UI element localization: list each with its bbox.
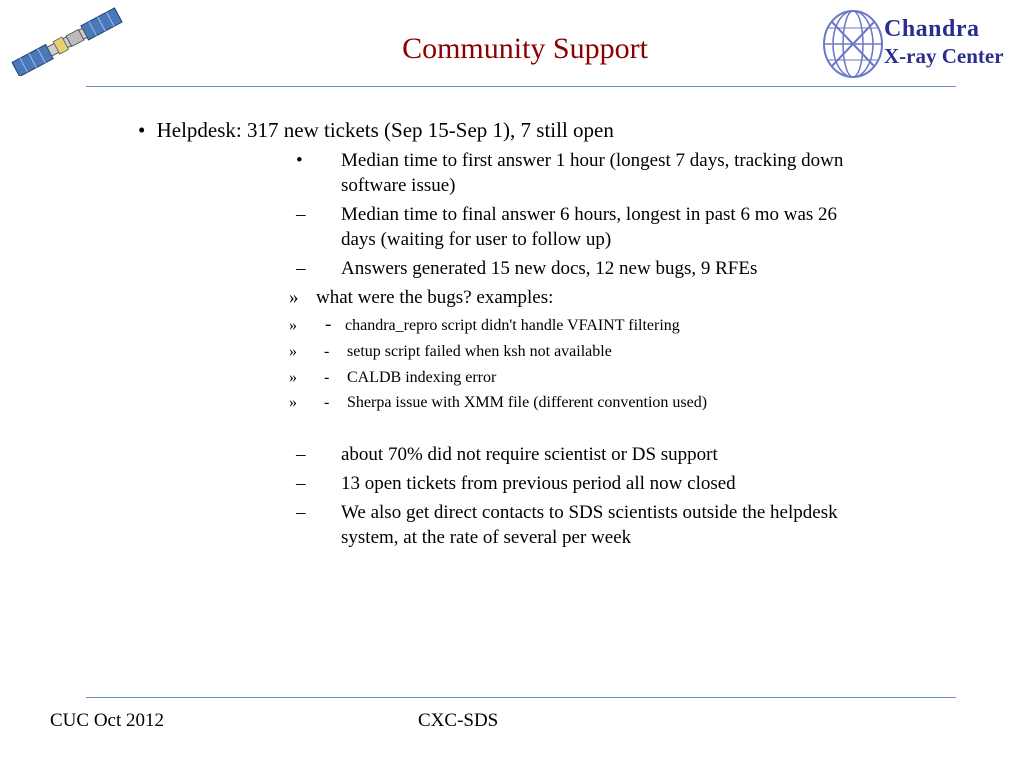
- slide-title: Community Support: [402, 32, 648, 65]
- sub-item-marker: –: [296, 473, 306, 494]
- main-bullet: [138, 118, 614, 143]
- bug-example-text: CALDB indexing error: [347, 369, 497, 386]
- sub-item-marker: –: [296, 444, 306, 465]
- bug-example-dash: -: [324, 343, 330, 360]
- sub-item-text: days (waiting for user to follow up): [341, 229, 612, 250]
- bug-example-text: Sherpa issue with XMM file (different convention used): [347, 394, 708, 411]
- sub-item-marker: –: [296, 258, 306, 279]
- sub-item-text: system, at the rate of several per week: [341, 527, 632, 548]
- sub-item-marker: •: [296, 150, 303, 171]
- logo-text-xray-center: X-ray Center: [884, 44, 1004, 68]
- footer-left-text: CUC Oct 2012: [50, 710, 164, 731]
- footer-rule: [86, 697, 956, 698]
- bug-example-dash: -: [324, 369, 330, 386]
- sub-item-marker: –: [296, 204, 306, 225]
- logo-text-chandra: Chandra: [884, 16, 980, 42]
- bug-example-marker: »: [289, 369, 297, 386]
- bug-example-text: chandra_repro script didn't handle VFAINT filtering: [345, 317, 680, 334]
- bug-example-dash: -: [325, 314, 332, 335]
- main-bullet-text: Helpdesk: 317 new tickets (Sep 15-Sep 1), 7 still open: [156, 118, 614, 142]
- bug-example-text: setup script failed when ksh not available: [347, 343, 612, 360]
- bug-example-marker: »: [289, 394, 297, 411]
- sub-item-text: We also get direct contacts to SDS scientists outside the helpdesk: [341, 502, 838, 523]
- sub-item-marker: –: [296, 502, 306, 523]
- sub-item-text: Median time to final answer 6 hours, longest in past 6 mo was 26: [341, 204, 838, 225]
- sub-item-text: Answers generated 15 new docs, 12 new bugs, 9 RFEs: [341, 258, 758, 279]
- header-rule: [86, 86, 956, 87]
- sub-item-text: Median time to first answer 1 hour (longest 7 days, tracking down: [341, 150, 844, 171]
- bug-example-marker: »: [289, 317, 297, 334]
- bugs-header-marker: »: [289, 287, 299, 308]
- bullet-marker: •: [138, 118, 146, 142]
- bug-example-dash: -: [324, 394, 330, 411]
- sub-item-text: about 70% did not require scientist or DS support: [341, 444, 718, 465]
- bugs-header-text: what were the bugs? examples:: [316, 287, 554, 308]
- sub-item-text: 13 open tickets from previous period all now closed: [341, 473, 736, 494]
- footer-center-text: CXC-SDS: [418, 710, 499, 731]
- sub-item-text: software issue): [341, 175, 456, 196]
- bug-example-marker: »: [289, 343, 297, 360]
